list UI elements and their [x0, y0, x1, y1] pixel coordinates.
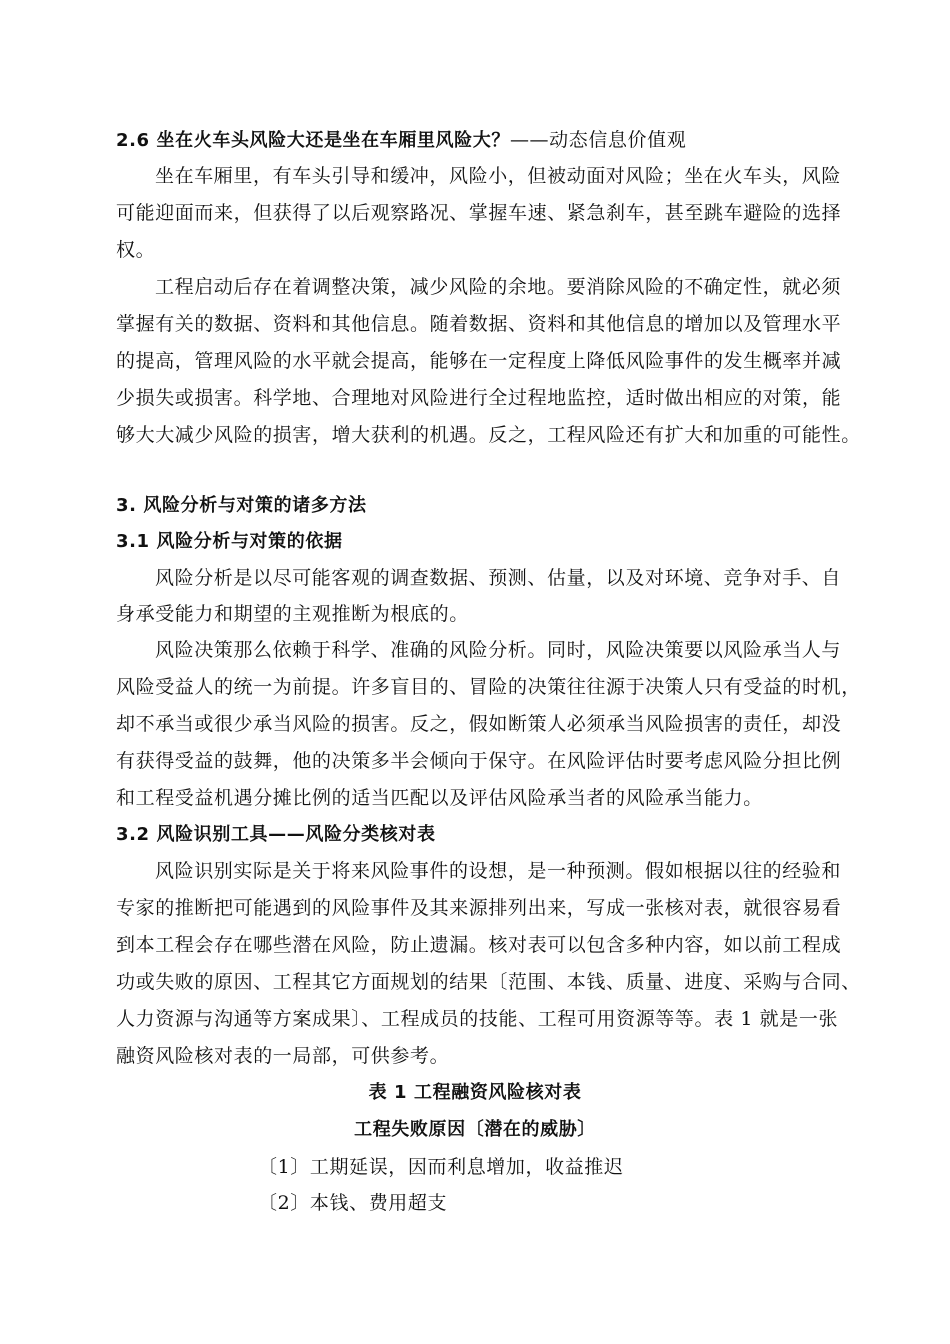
paragraph-line: 少损失或损害。科学地、合理地对风险进行全过程地监控，适时做出相应的对策，能	[116, 387, 842, 409]
paragraph-line: 融资风险核对表的一局部，可供参考。	[116, 1045, 450, 1067]
paragraph-line: 身承受能力和期望的主观推断为根底的。	[116, 603, 469, 625]
paragraph-line: 的提高，管理风险的水平就会提高，能够在一定程度上降低风险事件的发生概率并减	[116, 350, 842, 372]
paragraph-line: 风险识别实际是关于将来风险事件的设想，是一种预测。假如根据以往的经验和	[155, 860, 842, 882]
section-3-heading: 3. 风险分析与对策的诸多方法	[116, 495, 367, 516]
paragraph-line: 风险受益人的统一为前提。许多盲目的、冒险的决策往往源于决策人只有受益的时机，	[116, 676, 861, 698]
paragraph-line: 人力资源与沟通等方案成果〕、工程成员的技能、工程可用资源等等。表 1 就是一张	[116, 1008, 839, 1030]
section-2-6-heading-rest: ——动态信息价值观	[509, 129, 687, 151]
paragraph-line: 专家的推断把可能遇到的风险事件及其来源排列出来，写成一张核对表，就很容易看	[116, 897, 842, 919]
paragraph-line: 风险决策那么依赖于科学、准确的风险分析。同时，风险决策要以风险承当人与	[155, 639, 842, 661]
section-3-1-heading: 3.1 风险分析与对策的依据	[116, 531, 343, 552]
paragraph-line: 和工程受益机遇分摊比例的适当匹配以及评估风险承当者的风险承当能力。	[116, 787, 763, 809]
table-item: 〔1〕工期延误，因而利息增加，收益推迟	[258, 1156, 624, 1178]
paragraph-line: 坐在车厢里，有车头引导和缓冲，风险小，但被动面对风险；坐在火车头，风险	[155, 165, 842, 187]
paragraph-line: 却不承当或很少承当风险的损害。反之，假如断策人必须承当风险损害的责任，却没	[116, 713, 842, 735]
section-2-6-heading	[116, 127, 836, 154]
paragraph-line: 可能迎面而来，但获得了以后观察路况、掌握车速、紧急刹车，甚至跳车避险的选择	[116, 202, 842, 224]
table-item: 〔2〕本钱、费用超支	[258, 1192, 448, 1214]
paragraph-line: 够大大减少风险的损害，增大获利的机遇。反之，工程风险还有扩大和加重的可能性。	[116, 424, 861, 446]
paragraph-line: 工程启动后存在着调整决策，减少风险的余地。要消除风险的不确定性，就必须	[155, 276, 842, 298]
section-3-2-heading: 3.2 风险识别工具——风险分类核对表	[116, 824, 436, 845]
paragraph-line: 功或失败的原因、工程其它方面规划的结果〔范围、本钱、质量、进度、采购与合同、	[116, 971, 861, 993]
paragraph-line: 权。	[116, 239, 156, 261]
section-2-6-heading-bold: 2.6 坐在火车头风险大还是坐在车厢里风险大？	[116, 130, 510, 151]
paragraph-line: 掌握有关的数据、资料和其他信息。随着数据、资料和其他信息的增加以及管理水平	[116, 313, 842, 335]
paragraph-line: 风险分析是以尽可能客观的调查数据、预测、估量，以及对环境、竞争对手、自	[155, 567, 842, 589]
table-subtitle: 工程失败原因〔潜在的威胁〕	[354, 1119, 596, 1140]
paragraph-line: 到本工程会存在哪些潜在风险，防止遗漏。核对表可以包含多种内容，如以前工程成	[116, 934, 842, 956]
table-caption: 表 1 工程融资风险核对表	[368, 1082, 582, 1103]
paragraph-line: 有获得受益的鼓舞，他的决策多半会倾向于保守。在风险评估时要考虑风险分担比例	[116, 750, 842, 772]
